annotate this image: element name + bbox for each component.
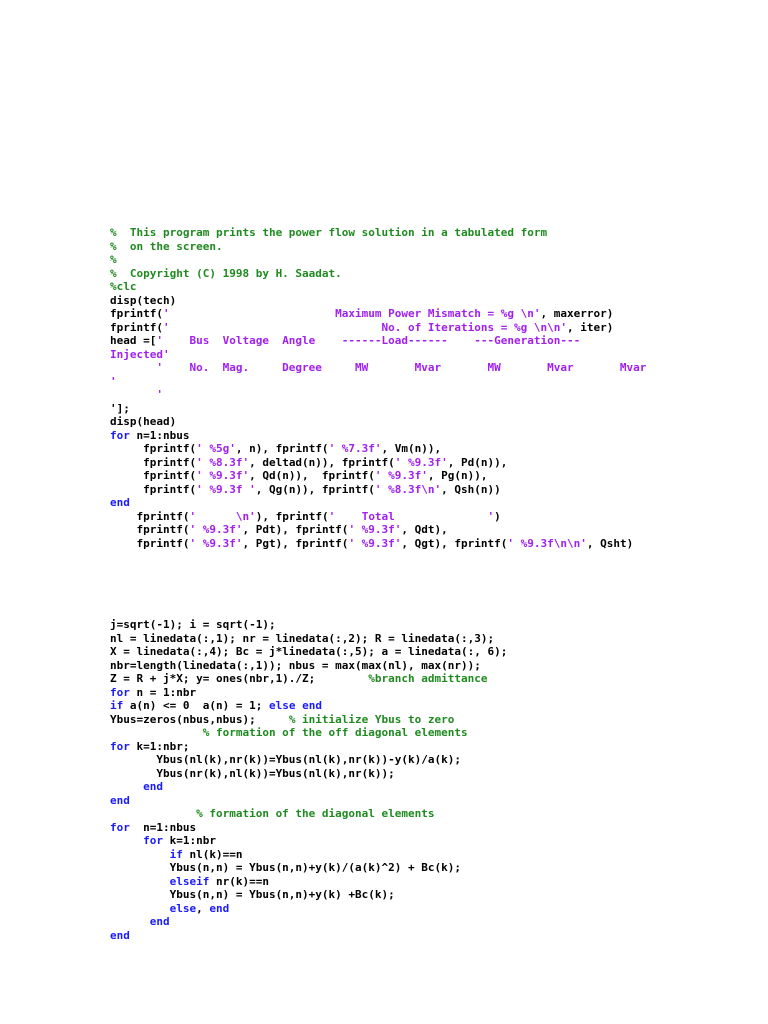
code-line [110, 307, 760, 321]
code-block-ybus-formation [110, 618, 760, 942]
code-string: ' No. of Iterations = %g \n\n' [162, 320, 567, 334]
code-line [110, 496, 760, 510]
code-line [110, 659, 760, 673]
code-line [110, 523, 760, 537]
code-text: nl = linedata(:,1); nr = linedata(:,2); R = linedata(:,3); [110, 631, 495, 645]
code-text: Ybus(nl(k),nr(k))=Ybus(nl(k),nr(k))-y(k)/a(k); [110, 753, 461, 766]
code-text: Ybus(n,n) = Ybus(n,n)+y(k) +Bc(k); [110, 888, 395, 901]
code-text: n=1:nbus [129, 820, 197, 834]
code-text: , Qsh(n)) [441, 482, 501, 496]
code-line [110, 348, 760, 362]
code-keyword: end [110, 496, 130, 509]
code-text: ), fprintf( [255, 509, 329, 523]
code-text: , deltad(n)), fprintf( [249, 455, 395, 469]
code-line [110, 375, 760, 389]
code-line [110, 618, 760, 632]
code-text: , Qdt), [401, 523, 448, 536]
code-string: ' [110, 388, 163, 401]
code-text: fprintf( [110, 536, 190, 550]
code-text: n=1:nbus [129, 428, 190, 442]
code-text: , Pd(n)), [447, 455, 508, 469]
code-string: ' %7.3f' [328, 442, 382, 455]
code-line [110, 767, 760, 781]
code-string: ' No. Mag. Degree MW Mvar MW Mvar Mvar [110, 361, 647, 374]
code-keyword: elseif [110, 874, 210, 888]
code-text: Z = R + j*X; y= ones(nbr,1)./Z; [110, 672, 369, 685]
code-string: ' Total ' [328, 509, 495, 523]
code-keyword: end [110, 780, 163, 793]
code-text: fprintf( [110, 307, 163, 320]
code-line [110, 632, 760, 646]
code-line [110, 888, 760, 902]
code-line [110, 510, 760, 524]
code-string: ' \n' [189, 509, 256, 523]
code-string: ' Bus Voltage Angle ------Load------ ---Generation--- [156, 334, 581, 347]
code-comment: % initialize Ybus to zero [288, 712, 455, 726]
code-text: , Pdt), fprintf( [242, 523, 349, 536]
code-block-power-flow-print [110, 226, 760, 550]
code-string: ' %9.3f' [394, 455, 448, 469]
code-text: fprintf( [110, 509, 190, 523]
code-keyword: if [110, 699, 124, 712]
code-text: nr(k)==n [209, 874, 269, 888]
code-line [110, 226, 760, 240]
code-string: ' %8.3f' [196, 455, 250, 469]
code-keyword: else [110, 901, 197, 915]
code-line [110, 834, 760, 848]
code-comment: %clc [110, 280, 137, 293]
code-text: , Pg(n)), [427, 469, 488, 482]
code-keyword: end [110, 793, 130, 807]
code-text: fprintf( [110, 469, 197, 482]
code-text: disp(tech) [110, 293, 177, 307]
code-text: , Vm(n)), [381, 442, 442, 455]
code-text: , iter) [566, 320, 614, 334]
code-text: k=1:nbr [162, 834, 216, 847]
code-text: , Qsht) [586, 536, 634, 550]
code-text: nl(k)==n [182, 847, 243, 861]
code-keyword: for [110, 739, 130, 753]
code-string: Injected' [110, 347, 170, 361]
code-text: k=1:nbr; [129, 739, 190, 753]
code-text: fprintf( [110, 320, 163, 334]
code-text: Ybus(n,n) = Ybus(n,n)+y(k)/(a(k)^2) + Bc(k); [110, 861, 461, 874]
code-line [110, 442, 760, 456]
code-string: ' %9.3f ' [196, 482, 256, 496]
code-keyword: end [110, 915, 170, 928]
code-line [110, 848, 760, 862]
code-comment: %branch admittance [368, 672, 488, 685]
code-comment: % on the screen. [110, 239, 223, 253]
code-text: n = 1:nbr [129, 685, 197, 699]
code-line [110, 740, 760, 754]
code-string: ' %9.3f' [374, 469, 428, 482]
code-line [110, 780, 760, 794]
code-line [110, 294, 760, 308]
code-line [110, 645, 760, 659]
code-line [110, 699, 760, 713]
code-line [110, 429, 760, 443]
code-text: fprintf( [110, 523, 190, 536]
code-comment: % This program prints the power flow solution in a tabulated form [110, 226, 548, 239]
code-line [110, 321, 760, 335]
code-text: ']; [110, 401, 130, 415]
code-line [110, 361, 760, 375]
code-text: fprintf( [110, 455, 197, 469]
code-line [110, 794, 760, 808]
code-line [110, 537, 760, 551]
code-line [110, 753, 760, 767]
code-line [110, 807, 760, 821]
code-line [110, 686, 760, 700]
code-text: , Pgt), fprintf( [242, 536, 349, 550]
code-keyword: for [110, 428, 130, 442]
code-line [110, 929, 760, 943]
code-text: fprintf( [110, 442, 197, 455]
code-string: ' Maximum Power Mismatch = %g \n' [162, 307, 541, 320]
code-line [110, 821, 760, 835]
code-line [110, 402, 760, 416]
code-text: nbr=length(linedata(:,1)); nbus = max(max(nl), max(nr)); [110, 658, 481, 672]
code-string: ' %9.3f' [348, 523, 402, 536]
code-line [110, 253, 760, 267]
code-keyword: for [110, 685, 130, 699]
code-line [110, 483, 760, 497]
code-line [110, 902, 760, 916]
code-comment: % [110, 253, 117, 266]
code-line [110, 726, 760, 740]
code-text: head =[ [110, 334, 157, 347]
code-line [110, 915, 760, 929]
code-string: ' %8.3f\n' [374, 482, 442, 496]
code-line [110, 334, 760, 348]
code-keyword: end [209, 901, 230, 915]
code-line [110, 672, 760, 686]
code-keyword: if [110, 847, 183, 861]
code-text: , [196, 901, 210, 915]
code-keyword: end [302, 699, 322, 712]
code-keyword: else [268, 699, 296, 712]
code-line [110, 280, 760, 294]
code-line [110, 388, 760, 402]
code-text: disp(head) [110, 415, 177, 428]
code-keyword: for [110, 834, 163, 847]
code-line [110, 267, 760, 281]
code-text: , Qd(n)), fprintf( [249, 469, 375, 482]
code-string: ' %9.3f' [189, 523, 243, 536]
code-string: ' %5g' [196, 442, 236, 455]
code-string: ' %9.3f' [189, 536, 243, 550]
code-string: ' %9.3f' [348, 536, 402, 550]
code-comment: % formation of the diagonal elements [110, 807, 435, 820]
code-keyword: end [110, 928, 130, 942]
code-text: , maxerror) [540, 307, 614, 320]
code-string: ' [110, 374, 117, 388]
code-text: , Qgt), fprintf( [401, 536, 508, 550]
code-text: a(n) <= 0 a(n) = 1; [123, 699, 269, 712]
code-text: fprintf( [110, 482, 197, 496]
code-line [110, 875, 760, 889]
code-text: ) [494, 509, 501, 523]
code-string: ' %9.3f' [196, 469, 250, 482]
code-keyword: for [110, 820, 130, 834]
code-comment: % formation of the off diagonal elements [110, 726, 468, 739]
code-line [110, 861, 760, 875]
code-line [110, 456, 760, 470]
code-text: j=sqrt(-1); i = sqrt(-1); [110, 618, 276, 631]
code-line [110, 240, 760, 254]
code-line [110, 713, 760, 727]
code-text: , n), fprintf( [235, 442, 329, 455]
code-text: Ybus(nr(k),nl(k))=Ybus(nl(k),nr(k)); [110, 766, 395, 780]
code-line [110, 469, 760, 483]
code-line [110, 415, 760, 429]
code-text: Ybus=zeros(nbus,nbus); [110, 712, 289, 726]
code-text: , Qg(n)), fprintf( [255, 482, 375, 496]
code-text: X = linedata(:,4); Bc = j*linedata(:,5); a = linedata(:, 6); [110, 645, 508, 658]
code-string: ' %9.3f\n\n' [507, 536, 587, 550]
code-comment: % Copyright (C) 1998 by H. Saadat. [110, 266, 342, 280]
